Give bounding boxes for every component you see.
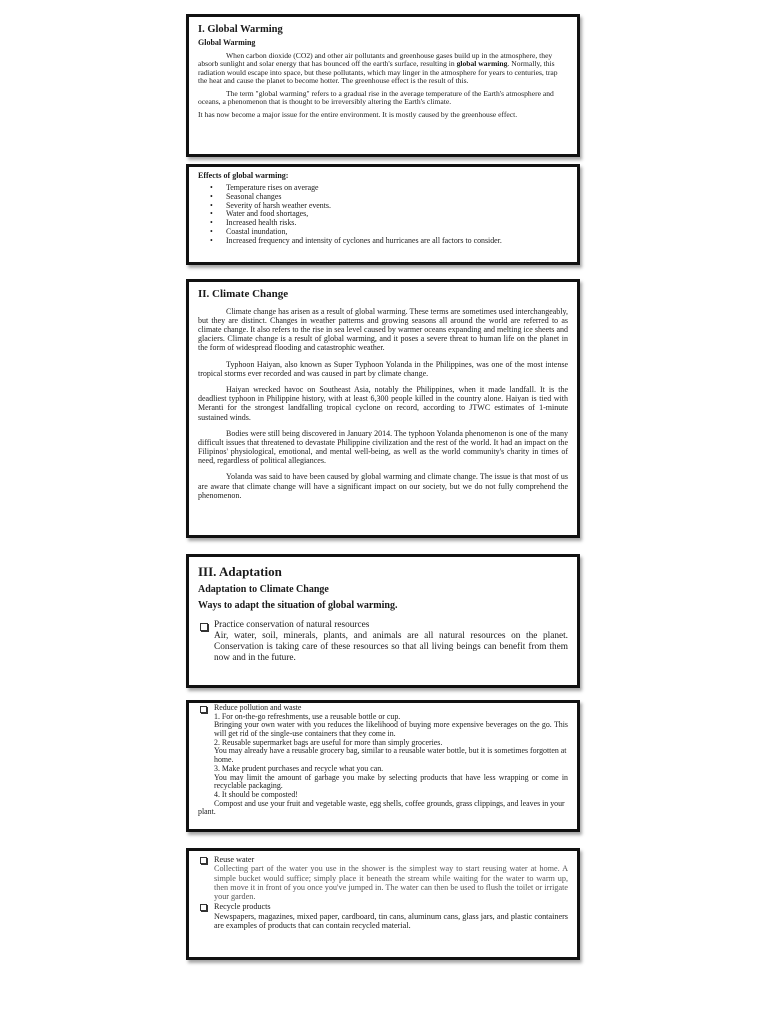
climate-paragraph: Bodies were still being discovered in January 2014. The typhoon Yolanda phenomenon is one of the many difficult issues that threatened to devastate Philippine civilization and the rest of the world. It had an impact on the Filipinos' physiological, emotional, and mental well-being, as well as the world community's charity in times of need, regardless of political allegiances. bbox=[198, 428, 568, 466]
reduce-line: 1. For on-the-go refreshments, use a reusable bottle or cup. bbox=[214, 711, 401, 721]
effects-heading: Effects of global warming: bbox=[198, 171, 289, 180]
checkbox-item-recycle bbox=[198, 902, 568, 911]
reduce-line: You may already have a reusable grocery bag, similar to a reusable water bottle, but it is sometimes forgotten at home. bbox=[214, 746, 567, 765]
conservation-body: Air, water, soil, minerals, plants, and animals are all natural resources on the planet. Conservation is taking care of these resources so that all living beings can benefit from them now and in the future. bbox=[214, 630, 568, 664]
effects-card bbox=[186, 164, 580, 265]
climate-paragraph: Yolanda was said to have been caused by global warming and climate change. The issue is that most of us are aware that climate change will have a significant impact on our society, but we do not fully comprehend the phenomenon. bbox=[198, 472, 568, 500]
adaptation-subheading: Adaptation to Climate Change bbox=[198, 583, 329, 595]
reduce-line: 3. Make prudent purchases and recycle what you can. bbox=[214, 763, 384, 773]
adaptation-ways: Ways to adapt the situation of global warming. bbox=[198, 599, 398, 611]
climate-paragraph: Typhoon Haiyan, also known as Super Typhoon Yolanda in the Philippines, was one of the most intense tropical storms ever recorded and was caused in part by climate change. bbox=[198, 359, 568, 378]
list-item: • Water and food shortages, bbox=[210, 210, 568, 219]
climate-change-card bbox=[186, 279, 580, 538]
global-warming-paragraph-3: It has now become a major issue for the entire environment. It is mostly caused by the greenhouse effect. bbox=[198, 109, 518, 119]
recycle-body: Newspapers, magazines, mixed paper, cardboard, tin cans, aluminum cans, glass jars, and plastic containers are examples of products that can contain recycled material. bbox=[214, 911, 568, 930]
climate-paragraph: Haiyan wrecked havoc on Southeast Asia, notably the Philippines, when it made landfall. It is the deadliest typhoon in Philippine history, with at least 6,300 people killed in the country alone. Haiyan is tied with Meranti for the strongest landfalling tropical cyclone on record, according to JTWC estimates of 1-minute sustained winds. bbox=[198, 384, 568, 422]
global-warming-paragraph-1 bbox=[198, 52, 568, 86]
checkbox-square-icon bbox=[200, 706, 207, 713]
list-item: • Severity of harsh weather events. bbox=[210, 202, 568, 211]
effects-list bbox=[198, 184, 568, 246]
reduce-line: Bringing your own water with you reduces the likelihood of buying more expensive beverages on the go. This will get rid of the single-use containers that they come in. bbox=[214, 720, 568, 739]
global-warming-paragraph-2: The term "global warming" refers to a gradual rise in the average temperature of the Earth's atmosphere and oceans, a phenomenon that is thought to be irreversibly altering the Earth's climate. bbox=[198, 88, 554, 107]
list-item: • Coastal inundation, bbox=[210, 228, 568, 237]
checkbox-square-icon bbox=[200, 857, 207, 864]
reduce-title: Reduce pollution and waste bbox=[214, 703, 302, 712]
checkbox-square-icon bbox=[200, 623, 208, 631]
reduce-last-line: Compost and use your fruit and vegetable waste, egg shells, coffee grounds, grass clippings, and leaves in your plant. bbox=[198, 798, 565, 817]
reuse-recycle-card bbox=[186, 848, 580, 960]
list-item: • Temperature rises on average bbox=[210, 184, 568, 193]
checkbox-item-conservation bbox=[198, 620, 568, 631]
climate-change-heading: II. Climate Change bbox=[198, 288, 289, 300]
recycle-title: Recycle products bbox=[214, 902, 271, 912]
list-item: • Seasonal changes bbox=[210, 193, 568, 202]
list-item: • Increased frequency and intensity of cyclones and hurricanes are all factors to consider. bbox=[210, 237, 568, 246]
adaptation-card bbox=[186, 554, 580, 688]
p1-text-after: . Normally, this radiation would escape into space, but these pollutants, which may linger in the atmosphere for years to centuries, trap the heat and cause the planet to become hotter. The greenhouse effect is the result of this. bbox=[198, 59, 558, 86]
p1-text-before: When carbon dioxide (CO2) and other air pollutants and greenhouse gases build up in the atmosphere, they absorb sunlight and solar energy that has bounced off the earth's surface, resulting in bbox=[198, 50, 553, 69]
checkbox-square-icon bbox=[200, 904, 207, 911]
global-warming-heading: I. Global Warming bbox=[198, 24, 283, 35]
reduce-card bbox=[186, 700, 580, 832]
reuse-body: Collecting part of the water you use in the shower is the simplest way to start reusing water at home. A simple bucket would suffice; simply place it beneath the stream while waiting for the water to warm up, then move it in front of you once you've jumped in. The water can then be used to flush the toilet or irrigate your garden. bbox=[214, 864, 568, 902]
global-warming-subheading: Global Warming bbox=[198, 37, 256, 47]
checkbox-item-reuse bbox=[198, 855, 568, 864]
global-warming-card bbox=[186, 14, 580, 157]
checkbox-item-reduce bbox=[198, 704, 568, 713]
reduce-line: 4. It should be composted! bbox=[214, 789, 298, 799]
list-item: • Increased health risks. bbox=[210, 219, 568, 228]
p1-bold-term: global warming bbox=[456, 59, 508, 69]
climate-paragraph: Climate change has arisen as a result of global warming. These terms are sometimes used interchangeably, but they are distinct. Changes in weather patterns and growing seasons all around the world are referred to as climate change. It also refers to the rise in sea level caused by warmer oceans expanding and melting ice sheets and glaciers. Climate change is a result of global warming, and it poses a severe threat to human life on the planet in the form of widespread flooding and catastrophic weather. bbox=[198, 306, 568, 353]
reduce-line: You may limit the amount of garbage you make by selecting products that have less wrapping or come in recyclable packaging. bbox=[214, 772, 568, 791]
reduce-line: 2. Reusable supermarket bags are useful for more than simply groceries. bbox=[214, 737, 443, 747]
adaptation-heading: III. Adaptation bbox=[198, 564, 282, 579]
conservation-title: Practice conservation of natural resources bbox=[214, 619, 370, 630]
reuse-title: Reuse water bbox=[214, 855, 255, 864]
